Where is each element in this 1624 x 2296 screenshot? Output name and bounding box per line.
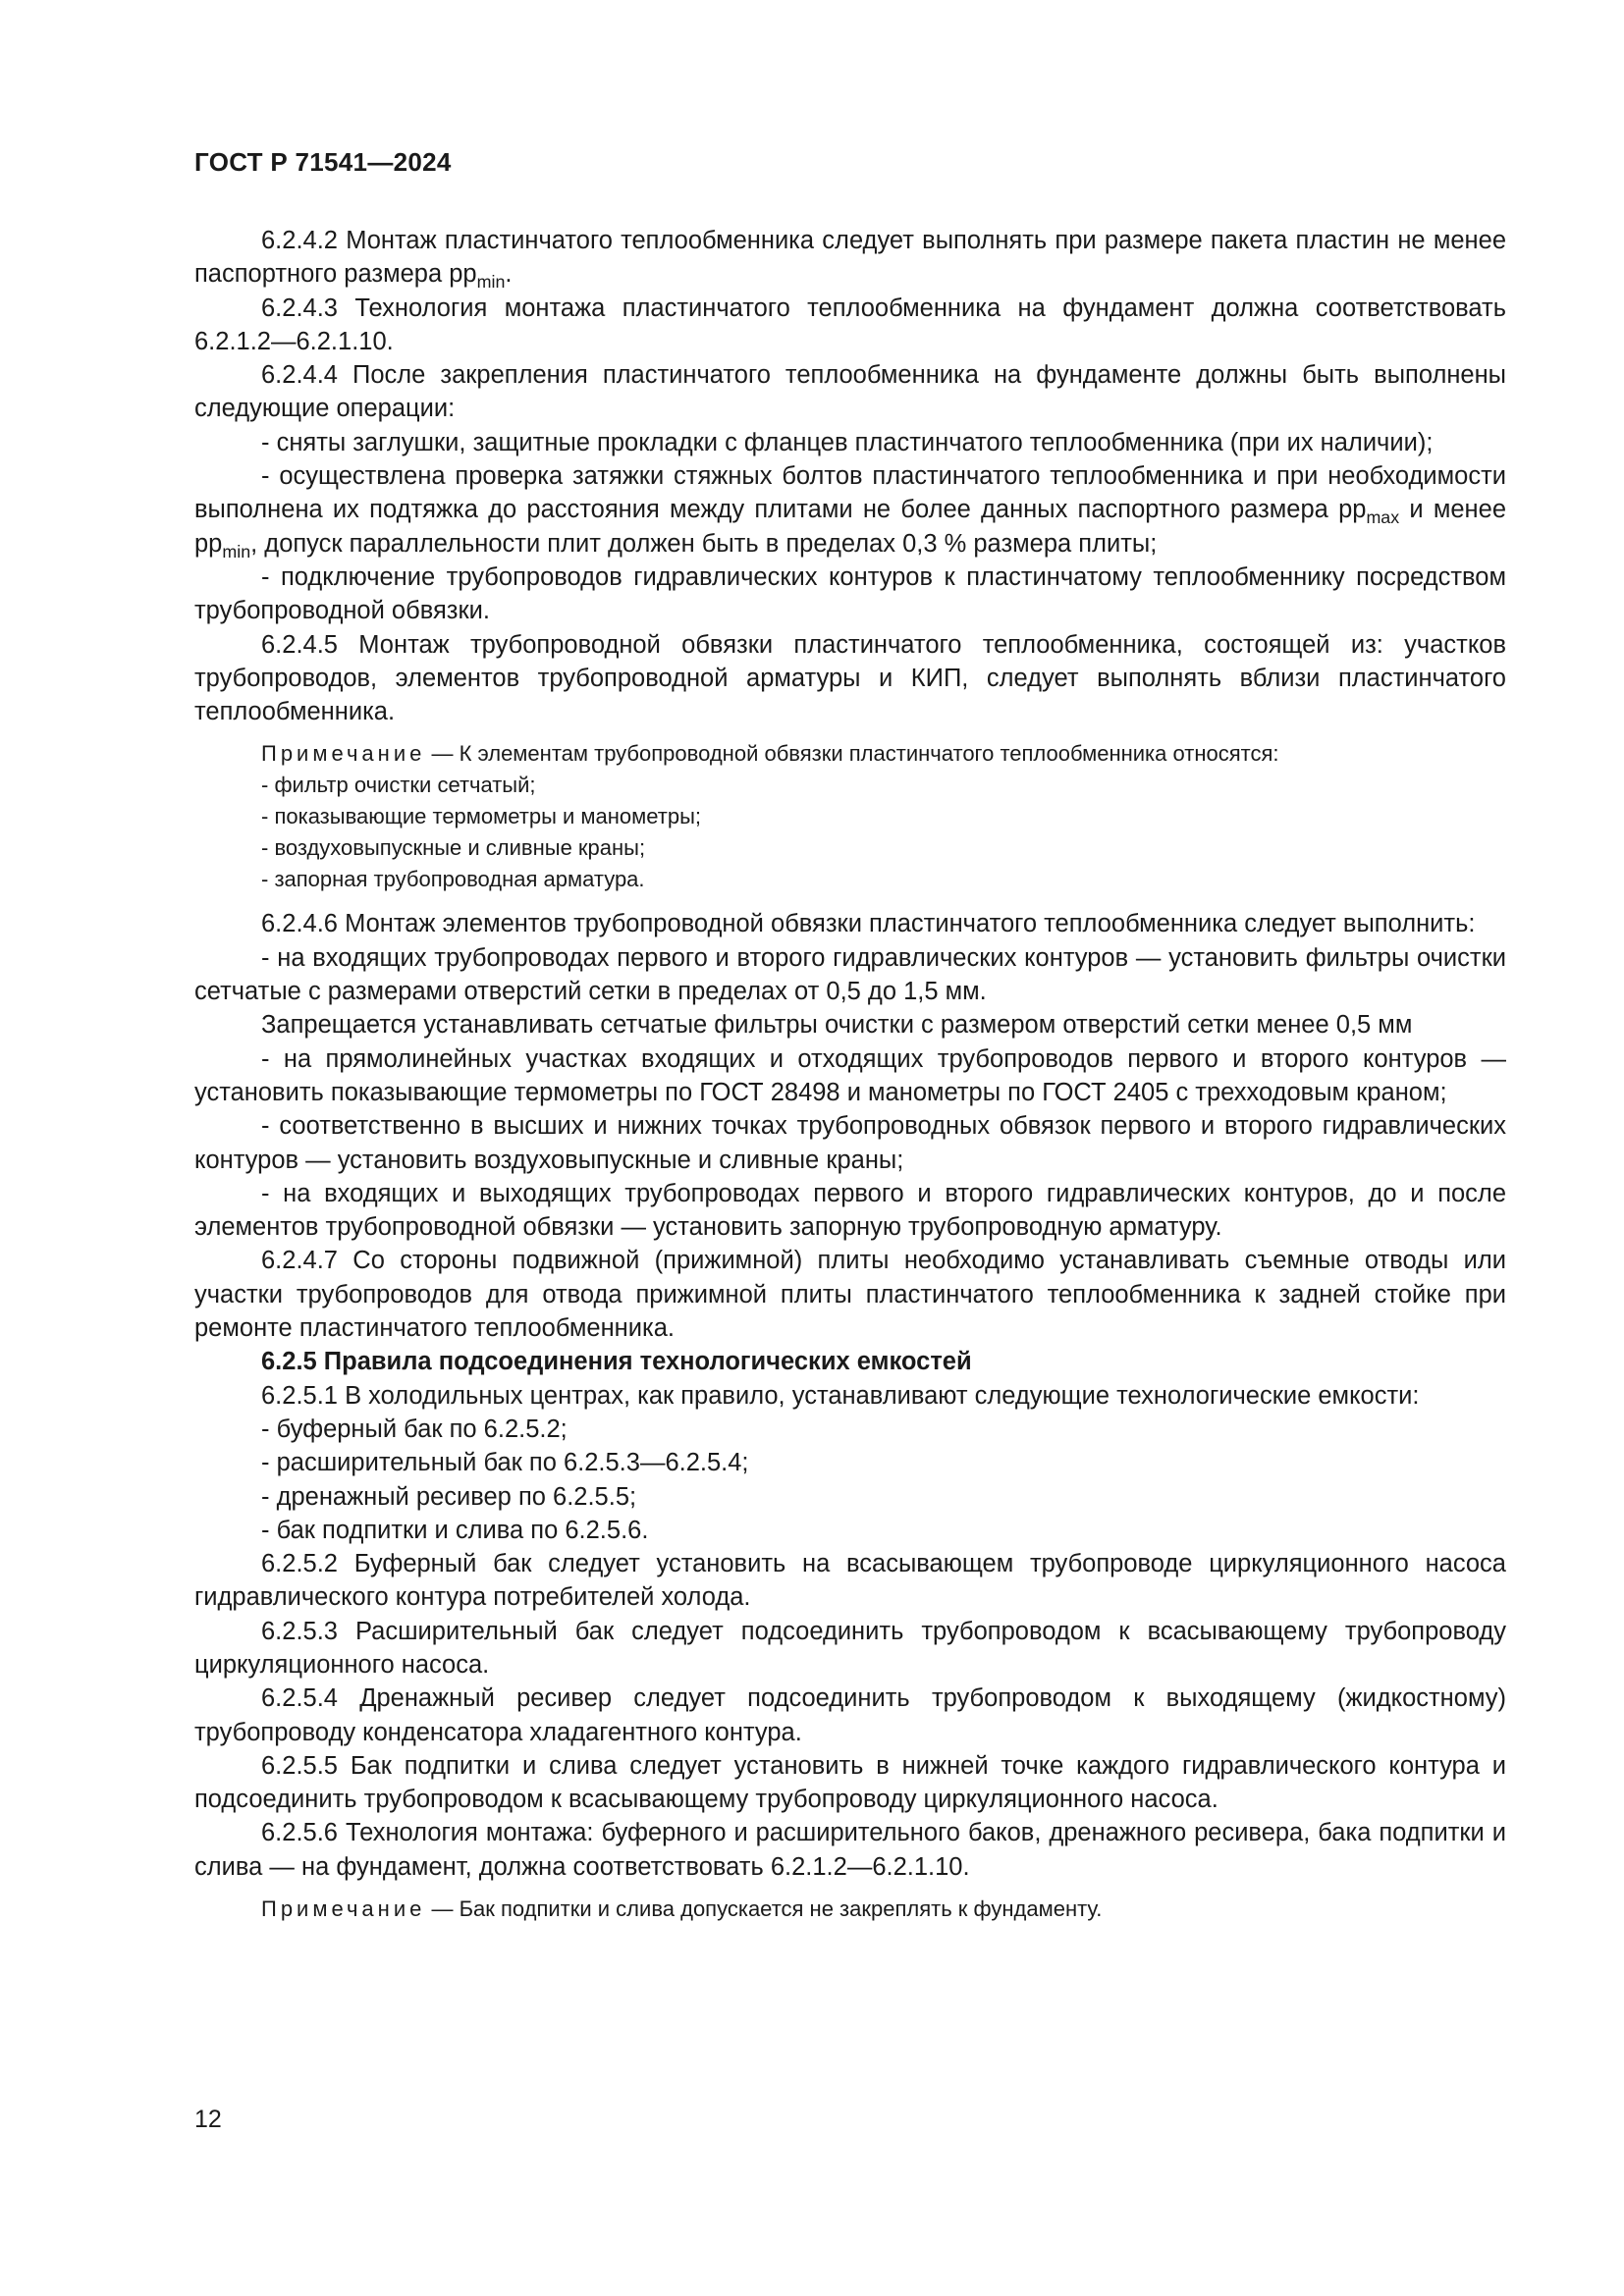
clause-6-2-5-6: 6.2.5.6 Технология монтажа: буферного и расширительного баков, дренажного ресивера, бака подпитки и слива — на фундамент, должна соответствовать 6.2.1.2—6.2.1.10. (194, 1819, 1506, 1881)
list-item: - на прямолинейных участках входящих и отходящих трубопроводов первого и второго контуров — установить показывающие термометры по ГОСТ 28498 и манометры по ГОСТ 2405 с трехходовым краном; (194, 1044, 1506, 1106)
list-item: - расширительный бак по 6.2.5.3—6.2.5.4; (261, 1449, 749, 1477)
list-item: - дренажный ресивер по 6.2.5.5; (261, 1482, 637, 1511)
note-label: Примечание (261, 1896, 426, 1922)
note-heading: Примечание — К элементам трубопроводной обвязки пластинчатого теплообменника относятся: (261, 741, 1279, 767)
clause-6-2-5-4: 6.2.5.4 Дренажный ресивер следует подсоединить трубопроводом к выходящему (жидкостному) трубопроводу конденсатора хладагентного контура. (194, 1684, 1506, 1746)
list-item: - подключение трубопроводов гидравлических контуров к пластинчатому теплообменнику посредством трубопроводной обвязки. (194, 562, 1506, 625)
note-list-item: - показывающие термометры и манометры; (261, 804, 702, 829)
note-heading: Примечание — Бак подпитки и слива допускается не закреплять к фундаменту. (261, 1896, 1103, 1922)
list-item: - на входящих трубопроводах первого и второго гидравлических контуров — установить фильтры очистки сетчатые с размерами отверстий сетки в пределах от 0,5 до 1,5 мм. (194, 943, 1506, 1006)
section-heading-6-2-5: 6.2.5 Правила подсоединения технологических емкостей (261, 1348, 972, 1376)
subscript-min: min (476, 272, 506, 293)
list-item: - осуществлена проверка затяжки стяжных болтов пластинчатого теплообменника и при необходимости выполнена их подтяжка до расстояния между плитами не более данных паспортного размера $рр_{max}$ и менее $рр_{min}$, допуск параллельности плит должен быть в пределах 0,3 % размера плиты; (194, 462, 1507, 561)
clause-6-2-4-5: 6.2.4.5 Монтаж трубопроводной обвязки пластинчатого теплообменника, состоящей из: участков трубопроводов, элементов трубопроводной арматуры и КИП, следует выполнять вблизи пластинчатого теплообменника. (194, 630, 1506, 726)
page-number: 12 (194, 2106, 222, 2133)
clause-6-2-5-2: 6.2.5.2 Буферный бак следует установить на всасывающем трубопроводе циркуляционного насоса гидравлического контура потребителей холода. (194, 1550, 1506, 1612)
clause-6-2-4-2: 6.2.4.2 Монтаж пластинчатого теплообменника следует выполнять при размере пакета пластин не менее паспортного размера $рр_{min}$. (194, 227, 1506, 293)
note-block (194, 738, 1506, 895)
clause-6-2-5-1: 6.2.5.1 В холодильных центрах, как правило, устанавливают следующие технологические емкости: (261, 1381, 1420, 1410)
list-item: - бак подпитки и слива по 6.2.5.6. (261, 1516, 649, 1544)
list-item: Запрещается устанавливать сетчатые фильтры очистки с размером отверстий сетки менее 0,5 мм (261, 1011, 1413, 1040)
note-list-item: - запорная трубопроводная арматура. (261, 867, 645, 892)
note-label: Примечание (261, 741, 426, 767)
document-code-header: ГОСТ Р 71541—2024 (194, 147, 452, 177)
list-item: - буферный бак по 6.2.5.2; (261, 1415, 568, 1443)
clause-6-2-4-3: 6.2.4.3 Технология монтажа пластинчатого теплообменника на фундамент должна соответствовать 6.2.1.2—6.2.1.10. (194, 294, 1506, 355)
clause-6-2-4-7: 6.2.4.7 Со стороны подвижной (прижимной) плиты необходимо устанавливать съемные отводы или участки трубопроводов для отвода прижимной плиты пластинчатого теплообменника к задней стойке при ремонте пластинчатого теплообменника. (194, 1247, 1506, 1343)
note-list-item: - фильтр очистки сетчатый; (261, 773, 536, 798)
clause-6-2-4-4: 6.2.4.4 После закрепления пластинчатого теплообменника на фундаменте должны быть выполнены следующие операции: (194, 361, 1506, 423)
clause-6-2-4-6: 6.2.4.6 Монтаж элементов трубопроводной обвязки пластинчатого теплообменника следует выполнить: (261, 910, 1476, 938)
list-item: - соответственно в высших и нижних точках трубопроводных обвязок первого и второго гидравлических контуров — установить воздуховыпускные и сливные краны; (194, 1112, 1506, 1174)
subscript-min: min (222, 541, 251, 561)
list-item: - сняты заглушки, защитные прокладки с фланцев пластинчатого теплообменника (при их наличии); (261, 428, 1434, 456)
list-item: - на входящих и выходящих трубопроводах первого и второго гидравлических контуров, до и после элементов трубопроводной обвязки — установить запорную трубопроводную арматуру. (194, 1179, 1506, 1242)
note-block (194, 1894, 1506, 1925)
subscript-max: max (1366, 507, 1400, 528)
document-body (194, 224, 1506, 1937)
note-list-item: - воздуховыпускные и сливные краны; (261, 835, 646, 861)
clause-6-2-5-3: 6.2.5.3 Расширительный бак следует подсоединить трубопроводом к всасывающему трубопроводу циркуляционного насоса. (194, 1617, 1506, 1679)
clause-6-2-5-5: 6.2.5.5 Бак подпитки и слива следует установить в нижней точке каждого гидравлического контура и подсоединить трубопроводом к всасывающему трубопроводу циркуляционного насоса. (194, 1751, 1506, 1814)
